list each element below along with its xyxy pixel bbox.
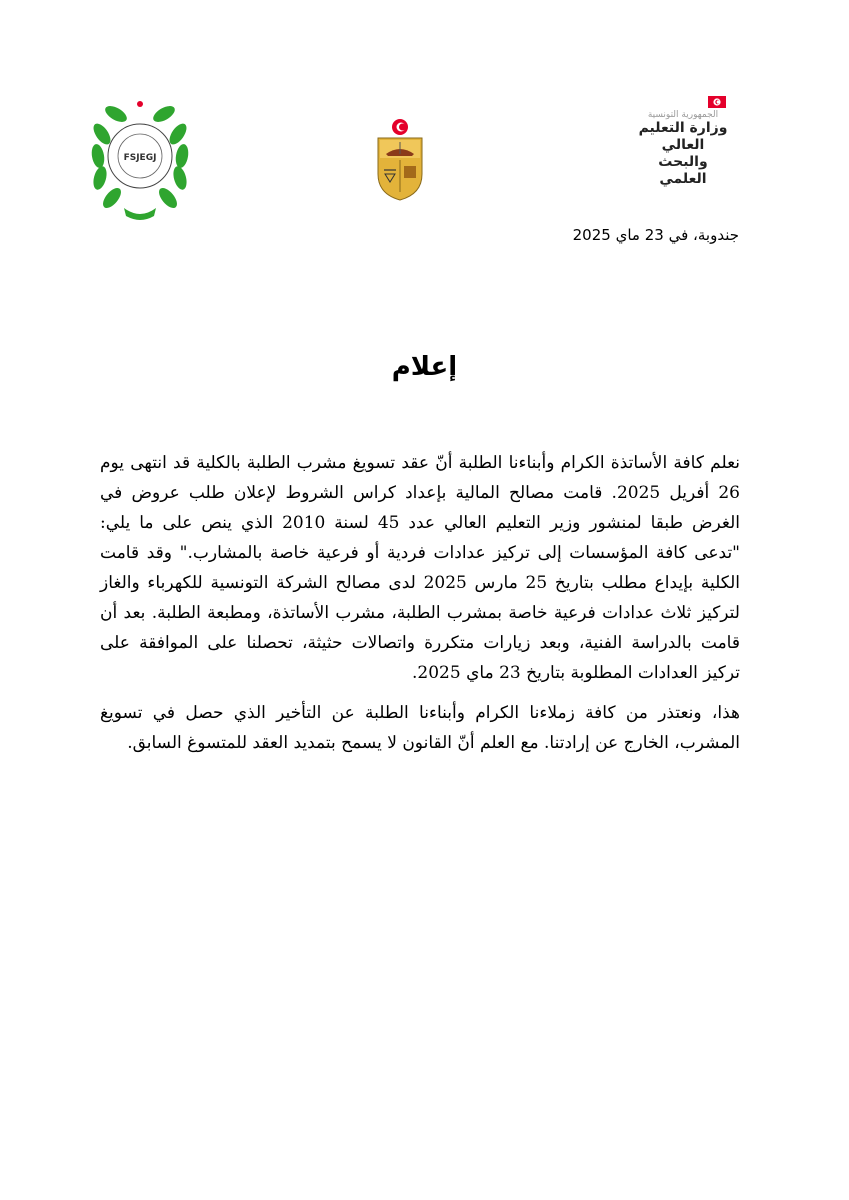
paragraph: نعلم كافة الأساتذة الكرام وأبناءنا الطلبة أنّ عقد تسويغ مشرب الطلبة بالكلية قد انتهى يوم 26 أفريل 2025. قامت مصالح المالية بإعداد كراس الشروط لإعلان طلب عروض في الغرض طبقا لمنشور وزير التعليم العالي عدد 45 لسنة 2010 الذي ينص على ما يلي: "تدعى كافة المؤسسات إلى تركيز عدادات فردية أو فرعية خاصة بالمشارب." وقد قامت الكلية بإيداع مطلب بتاريخ 25 مارس 2025 لدى مصالح الشركة التونسية للكهرباء والغاز لتركيز ثلاث عدادات فرعية خاصة بمشرب الطلبة، مشرب الأساتذة، ومطبعة الطلبة. بعد أن قامت بالدراسة الفنية، وبعد زيارات متكررة واتصالات حثيثة، تحصلنا على الموافقة على تركيز العدادات المطلوبة بتاريخ 23 ماي 2025. [100, 453, 740, 683]
place-date: جندوبة، في 23 ماي 2025 [572, 226, 739, 244]
ministry-line-1: وزارة التعليم العالي [638, 120, 728, 153]
announcement-body [100, 448, 740, 768]
coat-of-arms-icon [374, 118, 426, 202]
republic-label: الجمهورية التونسية [647, 110, 719, 120]
paragraph: هذا، ونعتذر من كافة زملاءنا الكرام وأبناءنا الطلبة عن التأخير الذي حصل في تسويغ المشرب، الخارج عن إرادتنا. مع العلم أنّ القانون لا يسمح بتمديد العقد للمتسوغ السابق. [100, 703, 740, 753]
faculty-logo [84, 96, 196, 224]
ministry-line-2: والبحث العلمي [658, 154, 708, 187]
page-title: إعلام [391, 352, 458, 382]
tunisia-flag-icon [708, 96, 726, 108]
ministry-name [636, 110, 730, 188]
faculty-logo-text: FSJEGJ [123, 153, 157, 163]
